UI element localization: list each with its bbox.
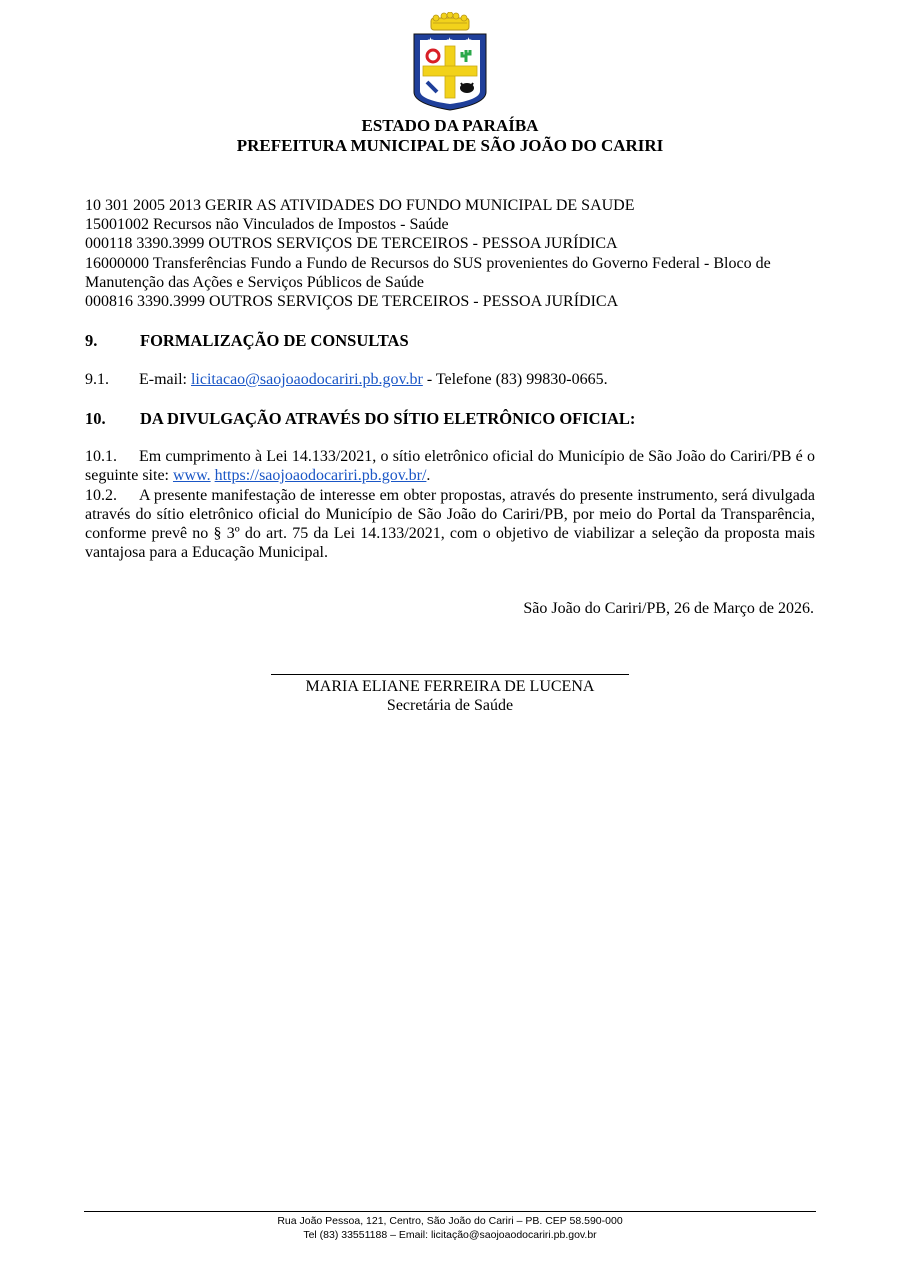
municipality-title: PREFEITURA MUNICIPAL DE SÃO JOÃO DO CARIRI [236, 136, 664, 155]
item-number: 10.2. [85, 486, 117, 504]
section-9-heading [85, 331, 409, 351]
budget-line: 10 301 2005 2013 GERIR AS ATIVIDADES DO FUNDO MUNICIPAL DE SAUDE [85, 197, 635, 214]
state-title: ESTADO DA PARAÍBA [361, 116, 539, 135]
budget-line: 15001002 Recursos não Vinculados de Impostos - Saúde [85, 216, 449, 234]
budget-line: 000118 3390.3999 OUTROS SERVIÇOS DE TERCEIROS - PESSOA JURÍDICA [85, 235, 618, 253]
section-10-paragraphs [85, 447, 815, 563]
site-link-www[interactable]: www. [172, 467, 211, 485]
date-line: São João do Cariri/PB, 26 de Março de 2026. [523, 600, 814, 617]
email-link[interactable]: licitacao@saojoaodocariri.pb.gov.br [190, 371, 423, 388]
budget-line: 16000000 Transferências Fundo a Fundo de Recursos do SUS provenientes do Governo Federal - Bloco de Manutenção das Ações e Serviços Públicos de Saúde [85, 254, 771, 291]
footer-divider [84, 1211, 816, 1212]
svg-text:★: ★ [446, 36, 454, 45]
crown-icon [431, 12, 469, 30]
footer-contact: Tel (83) 33551188 – Email: licitação@saojoaodocariri.pb.gov.br [303, 1229, 597, 1241]
footer-address: Rua João Pessoa, 121, Centro, São João do Cariri – PB. CEP 58.590-000 [277, 1215, 623, 1227]
signer-role: Secretária de Saúde [386, 697, 514, 714]
section-10-1-paragraph [85, 447, 815, 486]
section-9-1-paragraph [85, 370, 815, 389]
item-text: Em cumprimento à Lei 14.133/2021, o sítio eletrônico oficial do Município de São João do Cariri/PB é o seguinte site: [85, 448, 815, 485]
svg-text:★: ★ [465, 36, 473, 45]
site-link-url[interactable]: https://saojoaodocariri.pb.gov.br/ [214, 467, 427, 485]
section-10-heading [85, 409, 635, 429]
budget-allocation-block [85, 196, 815, 311]
item-number: 9.1. [85, 371, 109, 388]
item-end: . [426, 467, 431, 485]
section-number: 10. [85, 409, 106, 428]
item-text: A presente manifestação de interesse em obter propostas, através do presente instrumento, será divulgada através do sítio eletrônico oficial do Município de São João do Cariri/PB, por meio do Portal da Transparência, conforme prevê no § 3º do art. 75 da Lei 14.133/2021, com o objetivo de viabilizar a seleção da proposta mais vantajosa para a Educação Municipal. [85, 486, 815, 562]
page-footer [0, 1214, 900, 1242]
item-number: 10.1. [85, 448, 117, 465]
section-title: FORMALIZAÇÃO DE CONSULTAS [140, 331, 409, 350]
section-title: DA DIVULGAÇÃO ATRAVÉS DO SÍTIO ELETRÔNICO OFICIAL: [140, 409, 636, 428]
signature-block [0, 677, 900, 715]
signer-name: MARIA ELIANE FERREIRA DE LUCENA [305, 678, 595, 695]
svg-text:★: ★ [427, 36, 435, 45]
signature-line [271, 674, 629, 675]
section-number: 9. [85, 331, 98, 350]
document-header [0, 116, 900, 156]
budget-line: 000816 3390.3999 OUTROS SERVIÇOS DE TERCEIROS - PESSOA JURÍDICA [85, 293, 619, 311]
section-10-2-paragraph [85, 486, 815, 563]
municipal-coat-of-arms [411, 12, 489, 112]
phone-text: - Telefone (83) 99830-0665. [422, 371, 608, 388]
email-label: E-mail: [139, 371, 187, 388]
